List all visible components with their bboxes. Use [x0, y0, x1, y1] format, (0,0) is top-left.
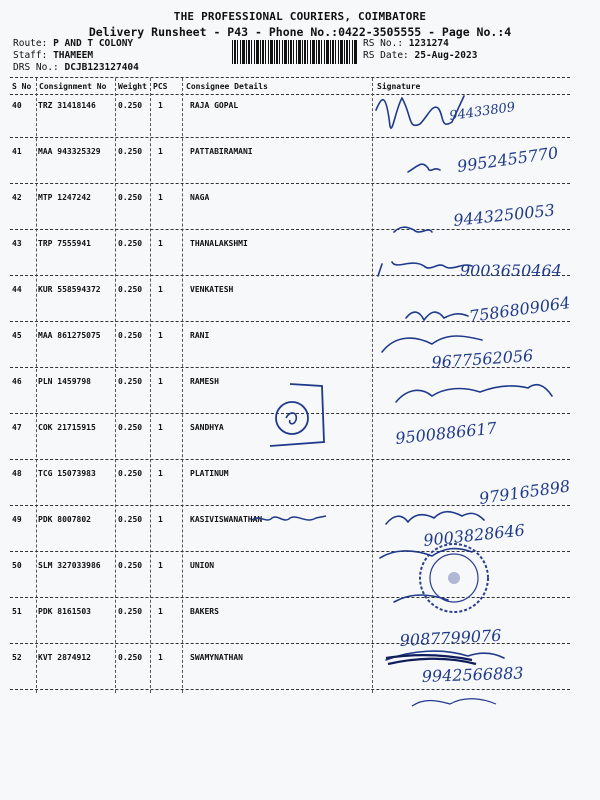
cell-pcs: 1 — [158, 607, 163, 616]
cell-consignee: VENKATESH — [190, 285, 234, 294]
route-label: Route: — [13, 38, 48, 49]
header-sno: S No — [12, 82, 32, 91]
cell-consignee: KASIVISWANATHAN — [190, 515, 263, 524]
cell-consignment: TRZ 31418146 — [38, 101, 96, 110]
cell-pcs: 1 — [158, 423, 163, 432]
handwritten-phone: 9003828646 — [422, 520, 526, 550]
cell-pcs: 1 — [158, 561, 163, 570]
cell-weight: 0.250 — [118, 653, 143, 662]
cell-weight: 0.250 — [118, 377, 143, 386]
cell-consignment: SLM 327033986 — [38, 561, 101, 570]
company-title: THE PROFESSIONAL COURIERS, COIMBATORE — [173, 10, 427, 23]
cell-pcs: 1 — [158, 469, 163, 478]
cell-consignee: THANALAKSHMI — [190, 239, 248, 248]
drs-label: DRS No.: — [13, 62, 59, 73]
rs-date-label: RS Date: — [363, 50, 409, 61]
cell-consignment: PDK 8007802 — [38, 515, 91, 524]
cell-pcs: 1 — [158, 147, 163, 156]
cell-sno: 52 — [12, 653, 22, 662]
drs-field — [13, 62, 139, 73]
cell-sno: 47 — [12, 423, 22, 432]
staff-label: Staff: — [13, 50, 48, 61]
cell-consignment: KUR 558594372 — [38, 285, 101, 294]
cell-weight: 0.250 — [118, 607, 143, 616]
cell-consignee: SANDHYA — [190, 423, 224, 432]
cell-consignment: MTP 1247242 — [38, 193, 91, 202]
cell-sno: 50 — [12, 561, 22, 570]
header-weight: Weight — [118, 82, 147, 91]
route-value: P AND T COLONY — [53, 38, 134, 49]
cell-weight: 0.250 — [118, 561, 143, 570]
cell-sno: 41 — [12, 147, 22, 156]
rs-date-value: 25-Aug-2023 — [414, 50, 478, 61]
cell-consignee: PLATINUM — [190, 469, 229, 478]
signature-scribbles — [372, 86, 594, 716]
cell-consignee: RANI — [190, 331, 210, 340]
handwritten-phone: 9003650464 — [460, 261, 562, 280]
cell-sno: 40 — [12, 101, 22, 110]
handwritten-phone: 9500886617 — [394, 418, 498, 448]
handwritten-phone: 9677562056 — [430, 345, 534, 372]
rs-no-label: RS No.: — [363, 38, 404, 49]
cell-sno: 48 — [12, 469, 22, 478]
cell-consignee: RAJA GOPAL — [190, 101, 239, 110]
consignee-handwriting — [250, 510, 330, 530]
circled-mark — [262, 380, 330, 452]
cell-consignment: MAA 861275075 — [38, 331, 101, 340]
rs-date-field — [363, 50, 477, 61]
cell-weight: 0.250 — [118, 193, 143, 202]
cell-weight: 0.250 — [118, 331, 143, 340]
col-divider — [150, 78, 151, 693]
header-pcs: PCS — [153, 82, 168, 91]
cell-pcs: 1 — [158, 101, 163, 110]
cell-pcs: 1 — [158, 515, 163, 524]
handwritten-phone: 9443250053 — [452, 200, 556, 230]
cell-consignee: NAGA — [190, 193, 210, 202]
col-divider — [115, 78, 116, 693]
handwritten-phone: 9087799076 — [399, 625, 502, 650]
cell-consignment: PDK 8161503 — [38, 607, 91, 616]
col-divider — [36, 78, 37, 693]
cell-consignee: SWAMYNATHAN — [190, 653, 243, 662]
cell-weight: 0.250 — [118, 515, 143, 524]
staff-value: THAMEEM — [53, 50, 94, 61]
cell-consignment: COK 21715915 — [38, 423, 96, 432]
cell-pcs: 1 — [158, 285, 163, 294]
cell-consignment: KVT 2874912 — [38, 653, 91, 662]
cell-weight: 0.250 — [118, 285, 143, 294]
cell-sno: 43 — [12, 239, 22, 248]
header-consignment: Consignment No — [39, 82, 107, 91]
cell-pcs: 1 — [158, 193, 163, 202]
cell-weight: 0.250 — [118, 423, 143, 432]
cell-sno: 42 — [12, 193, 22, 202]
route-field — [13, 38, 133, 49]
cell-consignee: BAKERS — [190, 607, 219, 616]
handwritten-phone: 9942566883 — [421, 663, 524, 686]
barcode — [232, 40, 357, 64]
cell-sno: 44 — [12, 285, 22, 294]
cell-pcs: 1 — [158, 653, 163, 662]
cell-weight: 0.250 — [118, 101, 143, 110]
cell-sno: 45 — [12, 331, 22, 340]
header-signature: Signature — [377, 82, 421, 91]
col-divider — [182, 78, 183, 693]
cell-consignment: TCG 15073983 — [38, 469, 96, 478]
table-top-rule — [10, 77, 570, 78]
cell-sno: 51 — [12, 607, 22, 616]
postal-stamp — [416, 540, 492, 616]
cell-consignee: UNION — [190, 561, 215, 570]
cell-consignment: TRP 7555941 — [38, 239, 91, 248]
handwritten-phone: 7586809064 — [467, 292, 572, 326]
cell-consignee: PATTABIRAMANI — [190, 147, 253, 156]
header-consignee: Consignee Details — [186, 82, 268, 91]
cell-sno: 49 — [12, 515, 22, 524]
rs-no-field — [363, 38, 449, 49]
cell-consignee: RAMESH — [190, 377, 219, 386]
cell-consignment: MAA 943325329 — [38, 147, 101, 156]
runsheet-subtitle: Delivery Runsheet - P43 - Phone No.:0422-3505555 - Page No.:4 — [88, 25, 512, 39]
cell-weight: 0.250 — [118, 147, 143, 156]
staff-field — [13, 50, 93, 61]
drs-value: DCJB123127404 — [64, 62, 139, 73]
cell-sno: 46 — [12, 377, 22, 386]
cell-pcs: 1 — [158, 331, 163, 340]
cell-weight: 0.250 — [118, 239, 143, 248]
handwritten-phone: 979165898 — [477, 476, 572, 508]
handwritten-phone: 9952455770 — [455, 142, 560, 176]
cell-consignment: PLN 1459798 — [38, 377, 91, 386]
cell-pcs: 1 — [158, 377, 163, 386]
handwritten-phone: 94433809 — [448, 99, 517, 124]
cell-pcs: 1 — [158, 239, 163, 248]
cell-weight: 0.250 — [118, 469, 143, 478]
rs-no-value: 1231274 — [408, 38, 449, 49]
